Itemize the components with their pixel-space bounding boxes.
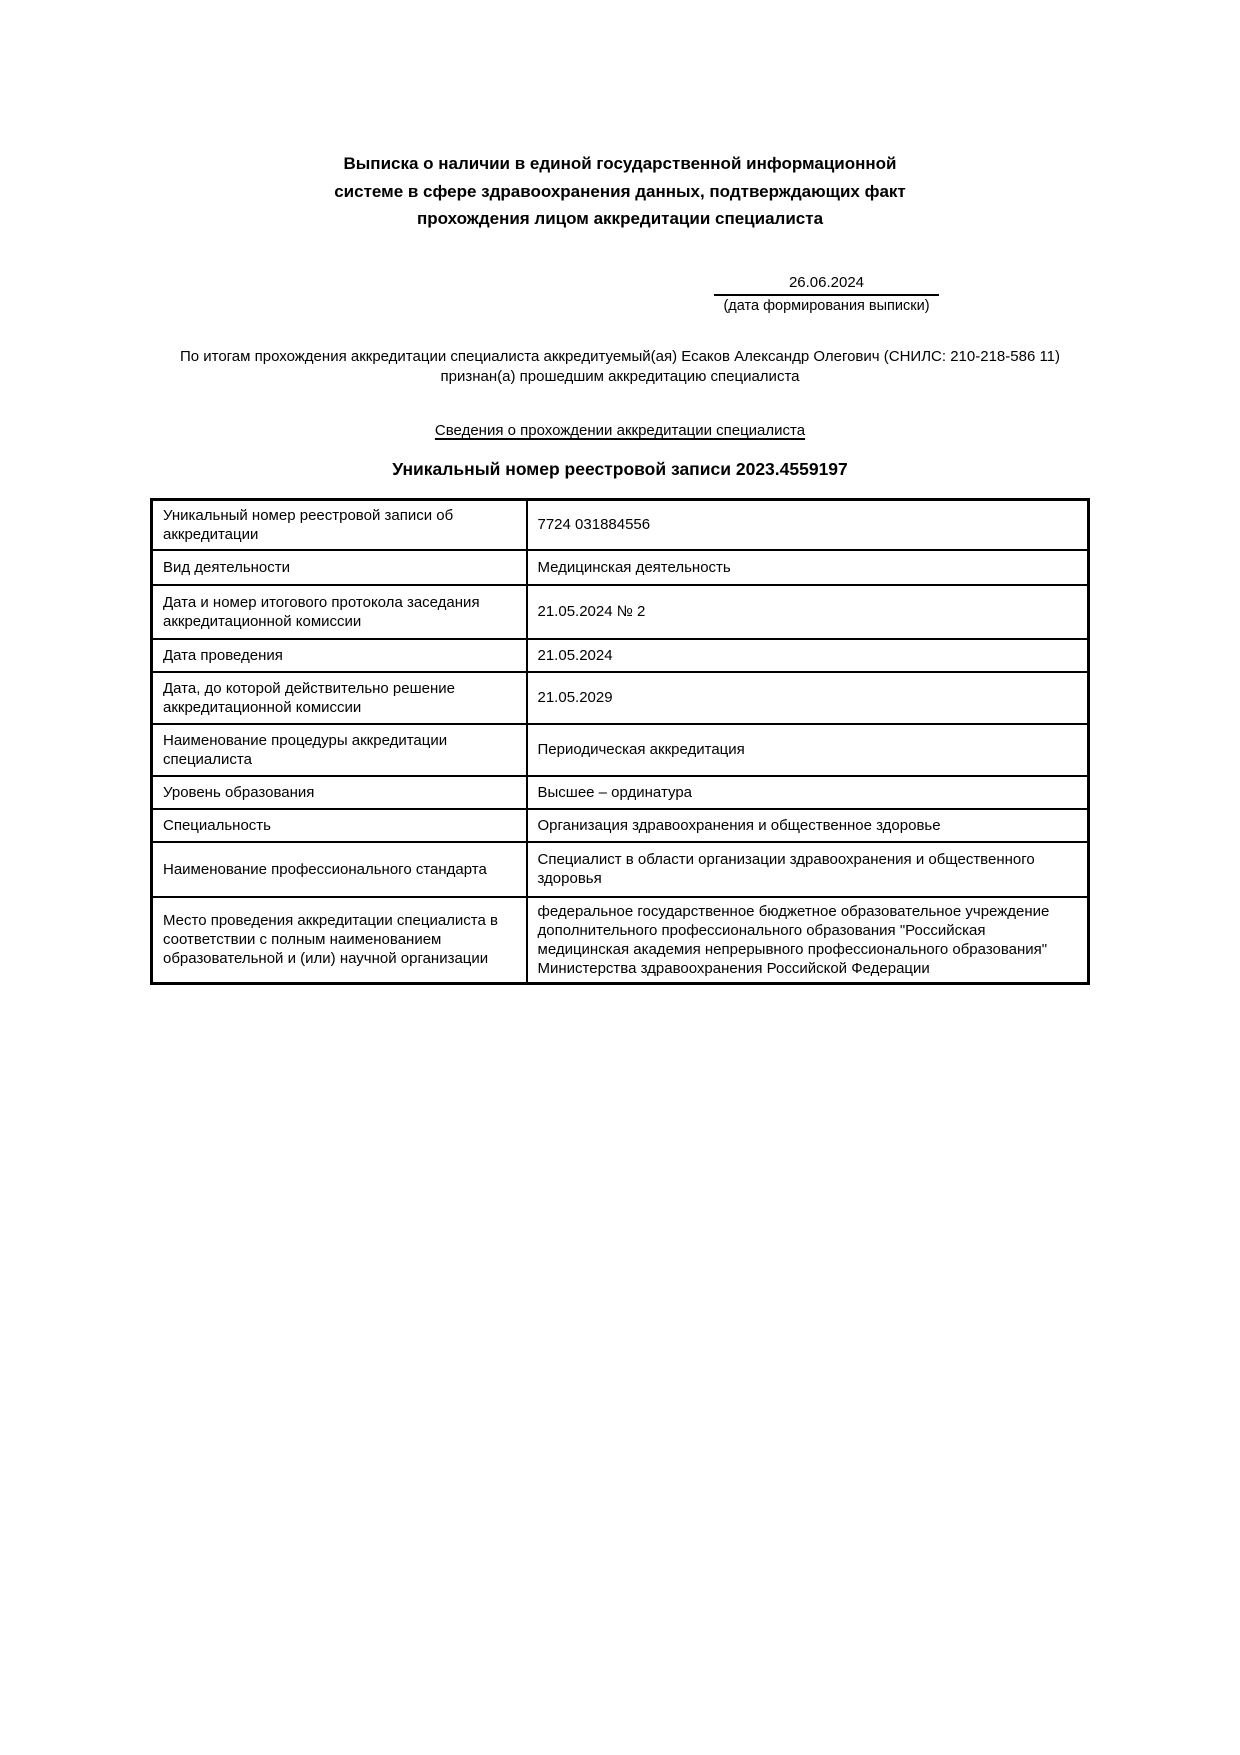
row-value-cell: федеральное государственное бюджетное образовательное учреждение дополнительного профессионального образования "Российская медицинская академия непрерывного профессионального образования" Министерства здравоохранения Российской Федерации [527, 897, 1089, 984]
row-value-cell: 21.05.2024 № 2 [527, 585, 1089, 639]
extract-date-caption: (дата формирования выписки) [723, 298, 930, 314]
registry-number-heading: Уникальный номер реестровой записи 2023.4559197 [392, 459, 848, 479]
row-label-cell: Уникальный номер реестровой записи об аккредитации [152, 500, 527, 550]
intro-paragraph [70, 347, 1170, 387]
table-row [152, 724, 1089, 776]
row-label-cell: Дата проведения [152, 639, 527, 672]
row-value-cell: 7724 031884556 [527, 500, 1089, 550]
row-value-cell: 21.05.2024 [527, 639, 1089, 672]
table-row [152, 550, 1089, 585]
intro-line-1: По итогам прохождения аккредитации специалиста аккредитуемый(ая) Есаков Александр Олегович (СНИЛС: 210-218-586 11) [179, 348, 1061, 365]
table-row [152, 809, 1089, 842]
table-row [152, 639, 1089, 672]
row-value-cell: 21.05.2029 [527, 672, 1089, 724]
table-row [152, 500, 1089, 550]
row-label-cell: Вид деятельности [152, 550, 527, 585]
row-value-cell: Организация здравоохранения и общественное здоровье [527, 809, 1089, 842]
row-value-cell: Медицинская деятельность [527, 550, 1089, 585]
accreditation-table [150, 498, 1090, 985]
table-row [152, 776, 1089, 809]
table-row [152, 842, 1089, 897]
row-value-cell: Специалист в области организации здравоохранения и общественного здоровья [527, 842, 1089, 897]
document-title [0, 150, 1240, 233]
row-value-cell: Периодическая аккредитация [527, 724, 1089, 776]
row-value-cell: Высшее – ординатура [527, 776, 1089, 809]
row-label-cell: Специальность [152, 809, 527, 842]
row-label-cell: Наименование процедуры аккредитации специалиста [152, 724, 527, 776]
date-block [714, 273, 939, 315]
section-heading: Сведения о прохождении аккредитации специалиста [434, 422, 806, 439]
extract-date: 26.06.2024 [714, 273, 939, 296]
row-label-cell: Уровень образования [152, 776, 527, 809]
table-row [152, 585, 1089, 639]
document-title-line-1: Выписка о наличии в единой государственной информационной [343, 154, 897, 173]
row-label-cell: Место проведения аккредитации специалиста в соответствии с полным наименованием образовательной и (или) научной организации [152, 897, 527, 984]
table-row [152, 897, 1089, 984]
document-title-line-3: прохождения лицом аккредитации специалиста [416, 209, 824, 228]
table-row [152, 672, 1089, 724]
row-label-cell: Дата и номер итогового протокола заседания аккредитационной комиссии [152, 585, 527, 639]
row-label-cell: Дата, до которой действительно решение аккредитационной комиссии [152, 672, 527, 724]
document-title-line-2: системе в сфере здравоохранения данных, подтверждающих факт [334, 181, 906, 201]
intro-line-2: признан(а) прошедшим аккредитацию специалиста [440, 368, 800, 385]
row-label-cell: Наименование профессионального стандарта [152, 842, 527, 897]
